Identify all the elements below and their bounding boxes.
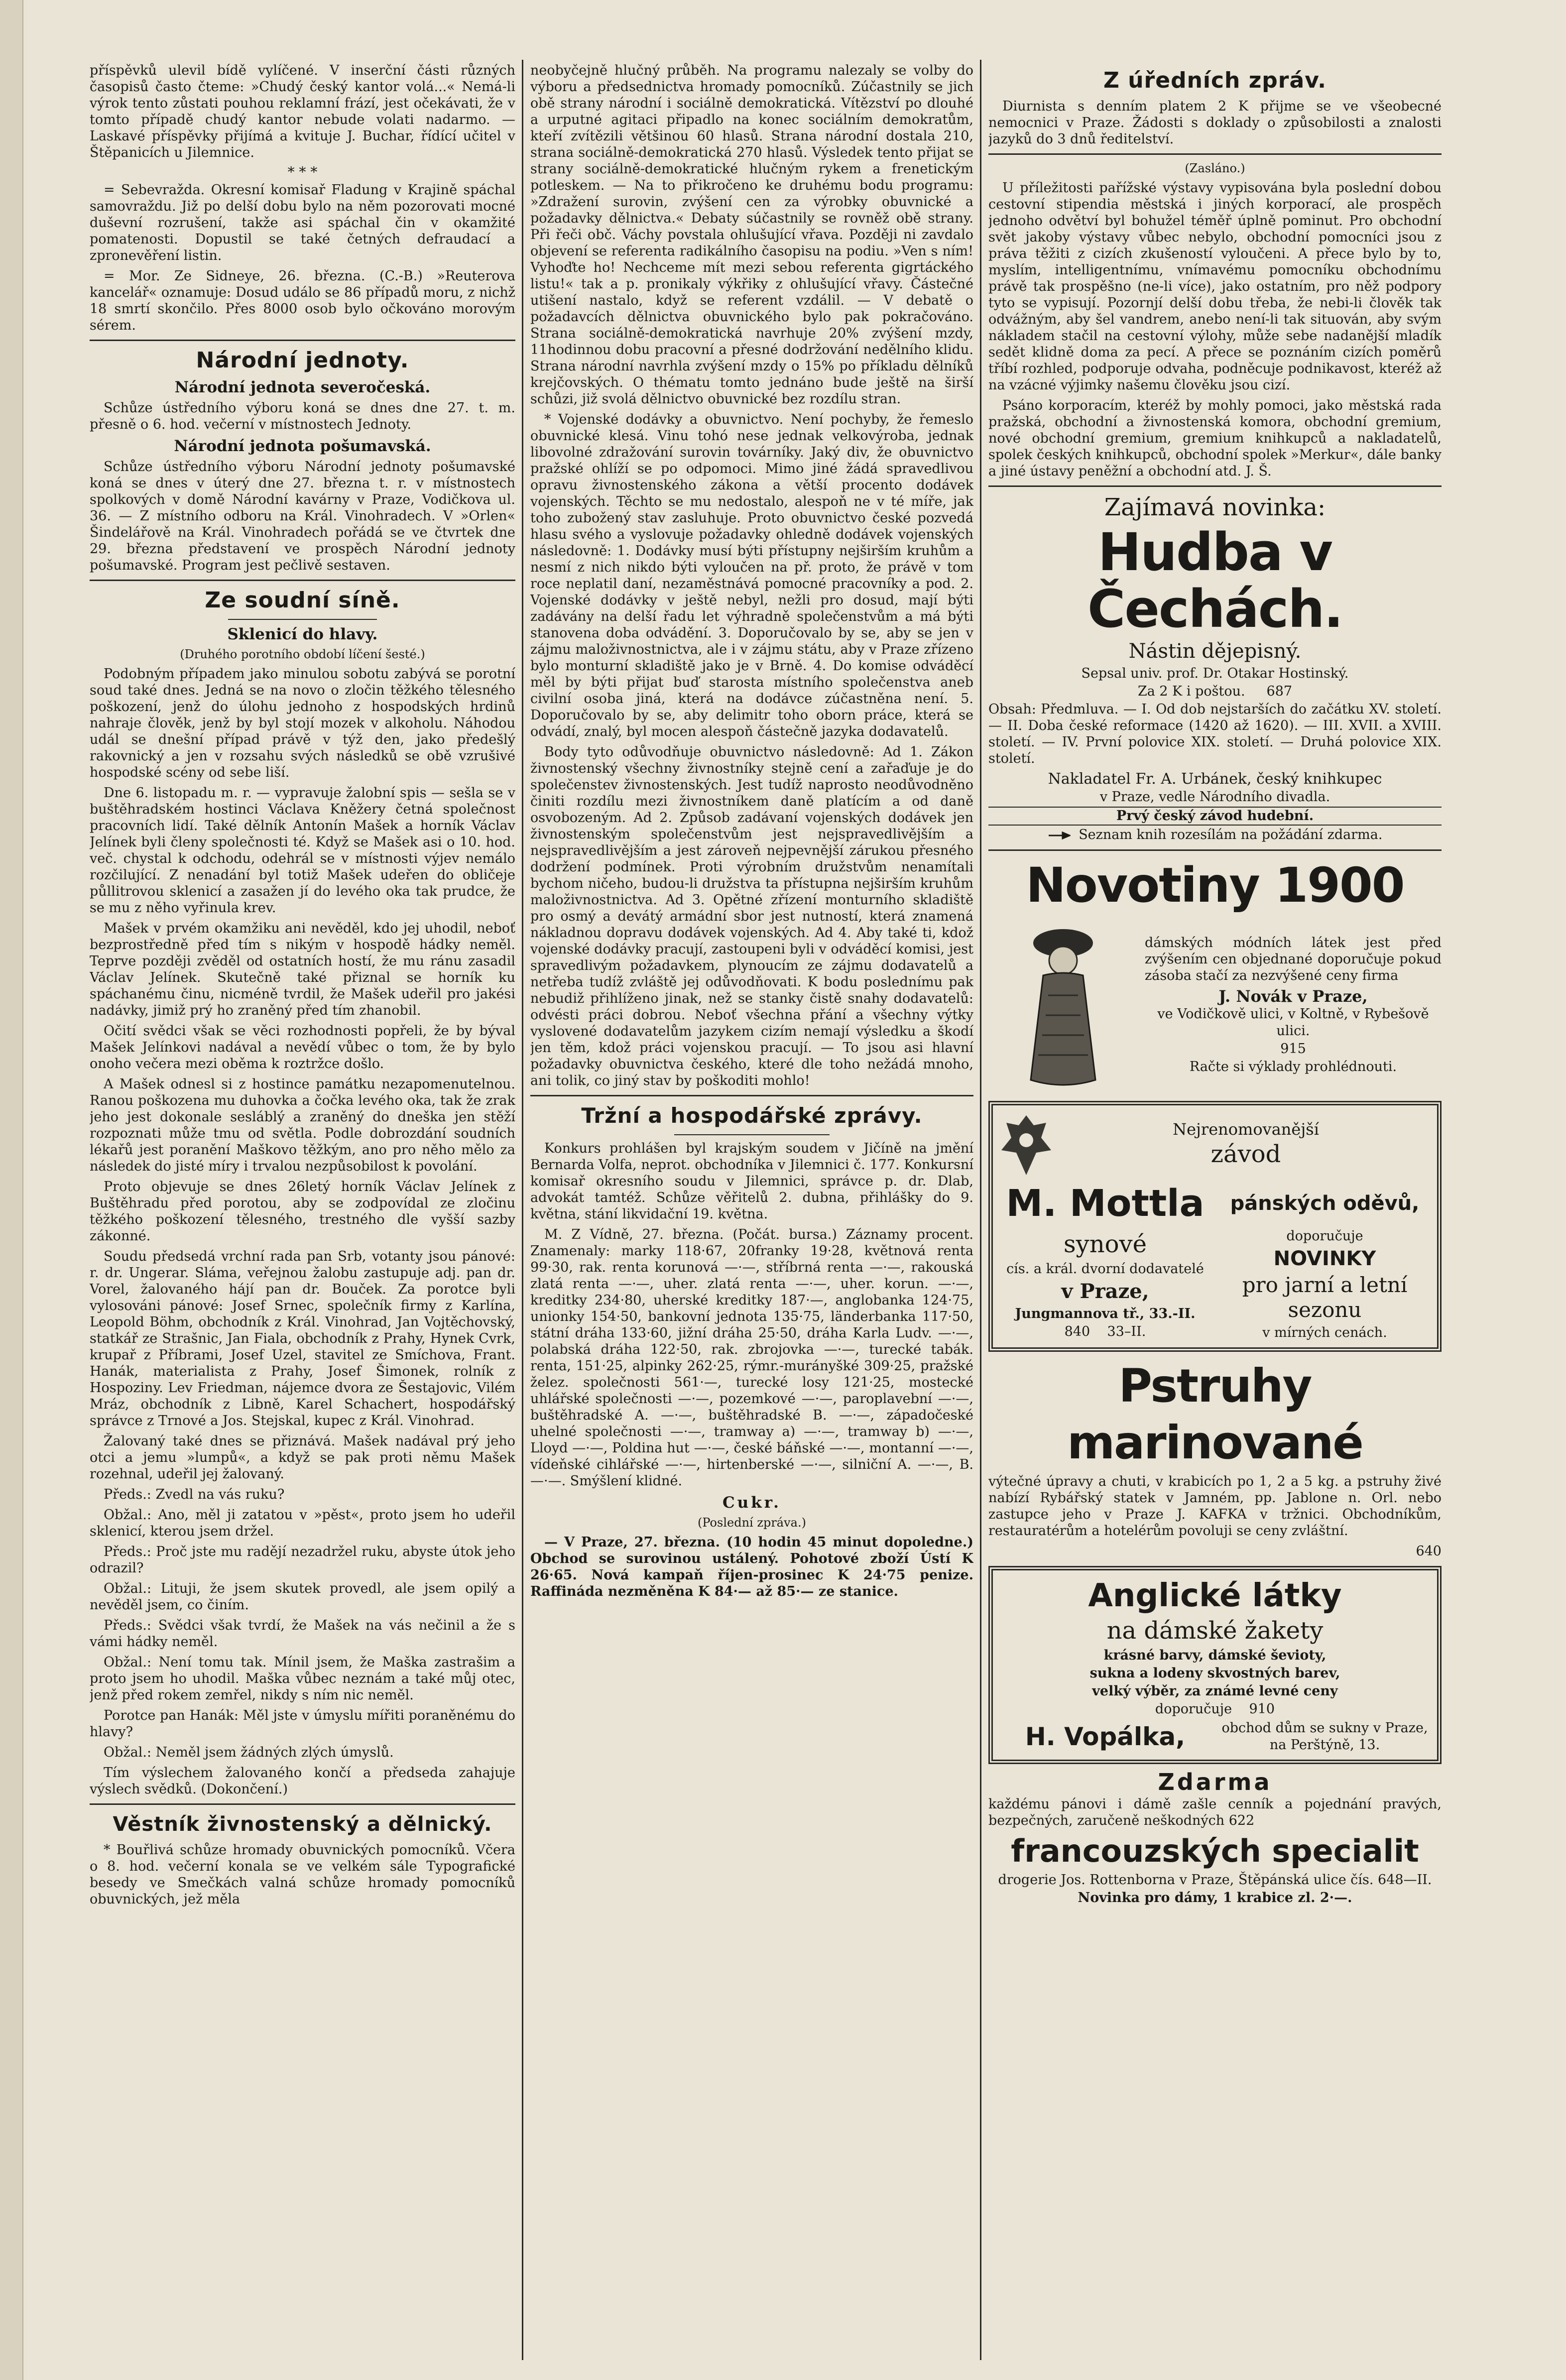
section-heading-market: Tržní a hospodářské zprávy. bbox=[581, 1103, 923, 1128]
paragraph: Mašek v prvém okamžiku ani nevěděl, kdo jej uhodil, neboť bezprostředně před tím s nikým v hospodě hádky neměl. Teprve později zvěděl od ostatních hostí, že mu ránu zasadil Václav Jelínek. Skutečně také přiznal se horník ku spáchanému činu, nicméně tvrdil, že Mašek udeřil pro jakési nadávky, jimiž prý ho zraněný před tím zhanobil. bbox=[90, 921, 515, 1018]
ad-note: Račte si výklady prohlédnouti. bbox=[1189, 1059, 1397, 1074]
ad-top: Nejrenomovanější bbox=[1173, 1120, 1319, 1139]
ad-title: Hudba v Čechách. bbox=[1087, 522, 1342, 639]
ad-prices: v mírných cenách. bbox=[1262, 1325, 1387, 1340]
ad-catalog: Seznam knih rozesílám na požádání zdarma. bbox=[988, 827, 1442, 843]
paragraph: příspěvků ulevil bídě vylíčené. V inserční části různých časopisů často čteme: »Chudý český kantor volá...« Nemá-li výrok tento zůstati pouhou reklamní frází, jest očekávati, že v tomto případě chudý kantor nebude volati nadarmo. — Laskavé příspěvky přijímá a kvituje J. Buchar, řídící učitel v Štěpanicích u Jilemnice. bbox=[90, 63, 515, 160]
paragraph: Konkurs prohlášen byl krajským soudem v Jičíně na jmění Bernarda Volfa, neprot. obchodníka v Jilemnici č. 177. Konkursní komisař okresního soudu v Jilemnici, správce p. dr. Dlab, advokát tamtéž. Schůze věřitelů 2. dubna, přihlášky do 9. května, stání likvidační 19. května. bbox=[530, 1141, 973, 1222]
dialogue-line: Obžal.: Ano, měl ji zatatou v »pěst«, proto jsem ho udeřil sklenicí, kterou jsem držel. bbox=[90, 1507, 515, 1539]
ad-goods: pánských oděvů, bbox=[1230, 1192, 1420, 1215]
ad-title: Novotiny 1900 bbox=[1026, 857, 1404, 913]
lady-figure-illustration bbox=[988, 916, 1138, 1095]
paragraph: Schůze ústředního výboru koná se dnes dne 27. t. m. přesně o 6. hod. večerní v místnostech Jednoty. bbox=[90, 400, 515, 432]
paragraph: U příležitosti pařížské výstavy vypisována byla poslední dobou cestovní stipendia městská i jiných korporací, ale prospěch jednoho odvětví byl bohužel téměř úplně pominut. Pro obchodní svět jakoby výstavy vůbec nebylo, obchodní pomocníci jsou z práva těžiti z cizích zkušeností vyloučeni. A přece bylo by to, myslím, intelligentnímu, vnímavému pomocníku obchodnímu právě tak prospěšno (ne-li více), jako ostatním, pro něž podpory tyto se vypisují. Pozornjí delší dobu třeba, že nebi-li člověk tak odvážným, aby šel vandrem, anebo není-li tak situován, aby svým nákladem stačil na cestovní výlohy, může sebe nadanější mladík sedět klidně doma za pecí. A přece se poznáním cizích poměrů tříbí rozhled, podporuje odvaha, podněcuje podnikavost, kteréž až na vzácné výjimky našemu člověku jsou cizí. bbox=[988, 180, 1442, 393]
ad-number: 915 bbox=[1280, 1041, 1306, 1057]
ad-factory: Prvý český závod hudební. bbox=[988, 807, 1442, 826]
paragraph: neobyčejně hlučný průběh. Na programu nalezaly se volby do výboru a předsednictva hromady pomocníků. Zúčastnily se jich obě strany národní i sociálně demokratická. Vítězství po dlouhé a urputné agitaci připadlo na konec sociálním demokratům, kteří zvítězili většinou 60 hlasů. Strana národní dostala 210, strana sociálně-demokratická 270 hlasů. Výsledek tento přijat se strany sociálně-demokratické hlučným rykem a frenetickým potleskem. — Na to přikročeno ke druhému bodu programu: »Zdražení surovin, zvýšení cen za výrobky obuvnické a požadavky dělnictva.« Debaty súčastnily se rovněž obě strany. Při řeči obč. Váchy povstala ohlušující vřava. Později ni zavdalo objevení se referenta radikálního časopisu na podiu. »Ven s ním! Vyhoďte ho! Nechceme mít mezi sebou referenta gigrtáckého listu!« tak a p. pronikaly výkřiky z ohlušující vřavy. Částečné utišení nastalo, když se referent vzdálil. — V debatě o požadavcích dělnictva obuvnického bylo pak pokračováno. Strana sociálně-demokratická navrhuje 20% zvýšení mzdy, 11hodinnou dobu pracovní a přesné dodržování nedělního klidu. Strana národní navrhla zvýšení mzdy o 15% po příkladu dělníků krejčovských. O thématu tomto jednáno bude ještě na širší schůzi, již svolá dělnictvo obuvnické bez rozdílu stran. bbox=[530, 63, 973, 407]
column-rule-2 bbox=[980, 60, 981, 2360]
ad-anglicke-latky bbox=[988, 1566, 1442, 1764]
ad-name: H. Vopálka, bbox=[1025, 1722, 1186, 1751]
ad-address: Jungmannova tř., 33.-II. bbox=[1015, 1306, 1196, 1321]
ad-shop: drogerie Jos. Rottenborna v Praze, Štěpánská ulice čís. 648—II. bbox=[998, 1872, 1432, 1888]
binding-margin bbox=[0, 0, 23, 2380]
paragraph: A Mašek odnesl si z hostince památku nezapomenutelnou. Ranou poškozena mu duhovka a čočka levého oka, tak že zrak jeho jest dokonale sesláblý a zraněný do dneška jen stěží rozpoznati může tmu od světla. Podle dobrozdání soudních lékařů jest poranění Maškovo těžkým, ano pro něho mělo za následek do jisté míry i trvalou nezpůsobilost k povolání. bbox=[90, 1076, 515, 1174]
paragraph-stocks: M. Z Vídně, 27. března. (Počát. bursa.) Záznamy procent. Znamenaly: marky 118·67, 20franky 19·28, květnová renta 99·30, rak. renta korunová —·—, stříbrná renta —·—, rakouská zlatá renta —·—, uher. zlatá renta —·—, uher. korun. —·—, kreditky 234·80, uherské kreditky 187·—, anglobanka 124·75, unionky 154·50, bankovní jednota 135·75, länderbanka 117·50, státní dráha 133·60, jižní dráha 25·50, dráha Karla Ludv. —·—, polabská dráha 122·50, rak. zbrojovka —·—, turecké tabák. renta, 151·25, alpinky 262·25, rýmr.-murányšké 309·25, pražské želez. společnosti 561·—, turecké losy 121·25, mostecké uhlářské společnosti —·—, pozemkové —·—, paroplavební —·—, buštěhradské A. —·—, buštěhradské B. —·—, západočeské uhelné společnosti —·—, tramway a) —·—, tramway b) —·—, Lloyd —·—, Poldina hut —·—, české báňské —·—, montanní —·—, vídeňské cihlářské —·—, hirtenberské —·—, silniční A. —·—, B. —·—. Smýšlení klidné. bbox=[530, 1227, 973, 1489]
pointing-hand-icon bbox=[1048, 830, 1071, 841]
label-zaslano: (Zasláno.) bbox=[1185, 161, 1245, 175]
ad-big: francouzských specialit bbox=[1011, 1833, 1419, 1869]
ad-description: dámských módních látek jest před zvýšením cen objednané doporučuje pokud zásoba stačí za nezvýšené ceny firma bbox=[1145, 935, 1442, 983]
ad-numbers: 840 33–II. bbox=[1064, 1324, 1146, 1339]
separator-stars: * * * bbox=[287, 164, 318, 180]
ad-address: obchod dům se sukny v Praze, na Perštýně, 13. bbox=[1221, 1720, 1428, 1753]
ad-price: Za 2 K i poštou. 687 bbox=[1137, 684, 1293, 699]
ad-supplier: cís. a král. dvorní dodavatelé bbox=[1006, 1261, 1204, 1277]
short-rule bbox=[674, 1134, 830, 1135]
paragraph-sugar: — V Praze, 27. března. (10 hodin 45 minut dopoledne.) Obchod se surovinou ustálený. Pohotové zboží Ústí K 26·65. Nová kampaň říjen-prosinec K 24·75 penize. Raffináda nezměněna K 84·— až 85·— ze stanice. bbox=[530, 1535, 973, 1599]
section-rule bbox=[988, 485, 1442, 487]
news-item-suicide: = Sebevražda. Okresní komisař Fladung v Krajině spáchal samovraždu. Již po delší dobu bylo na něm pozorovati mocné duševní rozrušení, takže asi spáchal čin v okamžité pomatenosti. Dopustil se také četných defraudací a zpronevěření listin. bbox=[90, 182, 515, 263]
column-rule-1 bbox=[522, 60, 523, 2360]
ad-novinka: Novinka pro dámy, 1 krabice zl. 2·—. bbox=[1078, 1890, 1352, 1905]
section-heading-court: Ze soudní síně. bbox=[205, 588, 400, 613]
ad-contents: Obsah: Předmluva. — I. Od dob nejstarších do začátku XV. století. — II. Doba české reformace (1420 až 1620). — III. XVII. a XVIII. století. — IV. První polovice XIX. století. — Druhá polovice XIX. století. bbox=[988, 702, 1442, 766]
ad-synove: synové bbox=[1063, 1230, 1147, 1258]
dialogue-line: Předs.: Svědci však tvrdí, že Mašek na vás nečinil a že s vámi hádky neměl. bbox=[90, 1618, 515, 1650]
short-rule bbox=[228, 619, 377, 620]
ad-novotiny bbox=[988, 857, 1442, 1095]
section-heading-office: Z úředních zpráv. bbox=[1103, 68, 1327, 93]
ad-publisher-location: v Praze, vedle Národního divadla. bbox=[1099, 789, 1330, 805]
paragraph: Tím výslechem žalovaného končí a předseda zahajuje výslech svědků. (Dokončení.) bbox=[90, 1765, 515, 1797]
news-item-plague: = Mor. Ze Sidneye, 26. března. (C.-B.) »Reuterova kancelář« oznamuje: Dosud událo se 86 případů moru, z nichž 18 smrtí skončilo. Přes 8000 osob bylo očkováno morovým sérem. bbox=[90, 268, 515, 333]
paragraph: Diurnista s denním platem 2 K přijme se ve všeobecné nemocnici v Praze. Žádosti s doklady o způsobilosti a znalosti jazyků do 3 dnů ředitelství. bbox=[988, 99, 1442, 147]
section-heading-vestnik: Věstník živnostenský a dělnický. bbox=[113, 1813, 492, 1836]
section-rule bbox=[90, 340, 515, 341]
dialogue-line: Obžal.: Lituji, že jsem skutek provedl, ale jsem opilý a nevěděl jsem, co činím. bbox=[90, 1581, 515, 1613]
subheading-severoceska: Národní jednota severočeská. bbox=[174, 378, 431, 396]
paragraph: Očití svědci však se věci rozhodnosti popřeli, že by býval Mašek Jelínkovi nadával a nevědí vůbec o tom, že by bylo onoho večera mezi oběma k roztržce došlo. bbox=[90, 1023, 515, 1071]
ad-subtitle: na dámské žakety bbox=[1106, 1617, 1324, 1645]
section-rule bbox=[988, 849, 1442, 851]
ad-subtitle: Nástin dějepisný. bbox=[1128, 640, 1302, 663]
ad-recommends: doporučuje 910 bbox=[1155, 1701, 1275, 1717]
ad-line: velký výběr, za známé levné ceny bbox=[1092, 1683, 1338, 1699]
ad-line: sukna a lodeny skvostných barev, bbox=[1089, 1666, 1340, 1681]
ad-title: Pstruhy marinované bbox=[1067, 1359, 1363, 1469]
paragraph: * Bouřlivá schůze hromady obuvnických pomocníků. Včera o 8. hod. večerní konala se ve velkém sále Typografické besedy ve Smečkách valná schůze hromady pomocníků obuvnických, jež měla bbox=[90, 1842, 515, 1907]
ad-pstruhy bbox=[988, 1358, 1442, 1560]
ad-name: M. Mottla bbox=[1006, 1182, 1205, 1225]
ad-number: 640 bbox=[1416, 1544, 1442, 1559]
dialogue-line: Obžal.: Neměl jsem žádných zlých úmyslů. bbox=[104, 1745, 394, 1760]
section-rule bbox=[90, 1803, 515, 1805]
ad-title: Zdarma bbox=[1158, 1769, 1272, 1795]
ad-text: výtečné úpravy a chuti, v krabicích po 1, 2 a 5 kg. a pstruhy živé nabízí Rybářský statek v Jamném, pp. Jablone n. Orl. nebo zastupce jeho v Praze J. KAFKA v tržnici. Obchodníkům, restauratérům a hotelérům povoluji se ceny zvláštní. bbox=[988, 1474, 1442, 1539]
ad-zavod: závod bbox=[1210, 1140, 1281, 1168]
paragraph: Schůze ústředního výboru Národní jednoty pošumavské koná se dnes v úterý dne 27. března t. r. v místnostech spolkových v domě Národní kavárny v Praze, Vodičkova ul. 36. — Z místního odboru na Král. Vinohradech. V »Orlen« Šindelářově na Král. Vinohradech pořádá se ve čtvrtek dne 29. března představení ve prospěch Národní jednoty pošumavské. Program jest pečlivě sestaven. bbox=[90, 459, 515, 573]
paragraph: Body tyto odůvodňuje obuvnictvo následovně: Ad 1. Zákon živnostenský všechny živnostníky stejně cení a zařaďuje je do společenstev živnostenských. Jest tudíž naprosto neodůvodněno činiti rozdílu mezi živnostníkem daně platícím a od daně osvobozeným. Ad 2. Způsob zadávaní vojenských dodávek jen živnostenským společenstvům jest nejspravedlivějším a nejspravedlivějším a jest zároveň nejpevnější zárukou přesného dodržení podmínek. Proti výrobním družstvům nenamítali bychom ničeho, budou-li družstva ta přístupna nejširším kruhům maloživnostnictva. Ad 3. Opětné zřízení monturního skladiště pro osmý a devátý armádní sbor jest nutností, která znamená nákladnou dopravu dodávek vojenských. Ad 4. Aby také ti, kdož vojenské dodávky pracují, zastoupeni byli v odváděcí komisi, jest spravedlivým požadavkem, plynoucím ze zájmu dodavatelů a netřeba tudíž zvláště jej odůvodňovati. K bodu poslednímu pak nebudiž přihlíženo jinak, než se stanky čistě snahy dodavatelů: odvésti práci dobrou. Neboť všechna přání a všechny výtky vyslovené dodavatelům jazykem cizím nemají výsledku a škodí jen těm, kdož práci vojenskou pracují. — To jsou asi hlavní požadavky obuvnictva českého, které dle toho nežádá mnoho, ani tolik, co jiný stav by poškoditi mohlo! bbox=[530, 744, 973, 1088]
dialogue-line: Předs.: Zvedl na vás ruku? bbox=[104, 1487, 285, 1502]
ad-author: Sepsal univ. prof. Dr. Otakar Hostinský. bbox=[1081, 666, 1349, 681]
ad-novinky: NOVINKY bbox=[1273, 1247, 1376, 1270]
subheading-sugar: Cukr. bbox=[723, 1494, 781, 1512]
ad-hudba bbox=[988, 493, 1442, 843]
ad-season: pro jarní a letní sezonu bbox=[1242, 1273, 1408, 1322]
paragraph: Proto objevuje se dnes 26letý horník Václav Jelínek z Buštěhradu před porotou, aby se zodpovídal ze zločinu těžkého poškození tělesného, trestného dle vyšší sazby zákonné. bbox=[90, 1179, 515, 1244]
subheading-posumavska: Národní jednota pošumavská. bbox=[174, 437, 431, 455]
section-rule bbox=[530, 1095, 973, 1096]
paragraph: Podobným případem jako minulou sobotu zabývá se porotní soud také dnes. Jedná se na novo o zločin těžkého tělesného poškození, jenž do úlohu jednoho z hospodských hrdinů nahraje člověk, jenž by byl stojí mozek v alkoholu. Náhodou udál se dnešní případ právě v týž den, jako předešlý rakovnický a jen v rozsahu svých následků se obě vzrušivé hospodské scény od sebe liší. bbox=[90, 666, 515, 780]
dialogue-line: Předs.: Proč jste mu radějí nezadržel ruku, abyste útok jeho odrazil? bbox=[90, 1544, 515, 1576]
subheading-note: (Poslední zpráva.) bbox=[698, 1516, 806, 1530]
section-heading-narodni-jednoty: Národní jednoty. bbox=[196, 348, 409, 373]
ad-firm: J. Novák v Praze, bbox=[1218, 986, 1368, 1006]
ad-number: 687 bbox=[1266, 684, 1293, 699]
ad-pretitle: Zajímavá novinka: bbox=[1104, 493, 1326, 521]
ad-zdarma bbox=[988, 1770, 1442, 1906]
ad-text: každému pánovi i dámě zašle cenník a pojednání pravých, bezpečných, zaručeně neškodných 622 bbox=[988, 1796, 1442, 1828]
ad-recommends: doporučuje bbox=[1286, 1228, 1363, 1244]
column-left bbox=[90, 62, 515, 2360]
section-rule bbox=[90, 580, 515, 581]
ad-mottl bbox=[988, 1101, 1442, 1352]
column-middle bbox=[530, 62, 973, 2360]
imperial-crest-icon bbox=[999, 1110, 1054, 1180]
article-subtitle: (Druhého porotního období líčení šesté.) bbox=[180, 647, 425, 661]
dialogue-line: Porotce pan Hanák: Měl jste v úmyslu mířiti poraněnému do hlavy? bbox=[90, 1708, 515, 1740]
article-title: Sklenicí do hlavy. bbox=[227, 625, 378, 643]
paragraph: Žalovaný také dnes se přiznává. Mašek nadával prý jeho otci a jemu »lumpů«, a když se pak proti němu Mašek rozehnal, udeřil jej žalovaný. bbox=[90, 1433, 515, 1482]
column-right bbox=[988, 62, 1442, 2360]
paragraph: Psáno korporacím, kteréž by mohly pomoci, jako městská rada pražská, obchodní a živnostenská komora, obchodní gremium, nové obchodní gremium, gremium knihkupců a nakladatelů, spolek českých knihkupců, obchodní spolek »Merkur«, dále banky a jiné ústavy peněžní a obchodní atd. J. Š. bbox=[988, 398, 1442, 479]
ad-number: 622 bbox=[1228, 1813, 1255, 1828]
section-rule bbox=[988, 153, 1442, 155]
ad-address: ve Vodičkově ulici, v Koltně, v Rybešově ulici. bbox=[1157, 1006, 1429, 1039]
ad-publisher: Nakladatel Fr. A. Urbánek, český knihkupec bbox=[1048, 770, 1382, 788]
ad-title: Anglické látky bbox=[1088, 1577, 1342, 1614]
paragraph: Soudu předsedá vrchní rada pan Srb, votanty jsou pánové: r. dr. Ungerar. Sláma, veřejnou žalobu zastupuje adj. pan dr. Vorel, žalovaného hájí pan dr. Bouček. Za porotce byli vylosováni pánové: Josef Srnec, společník firmy z Karlína, Leopold Böhm, obchodník z Král. Vinohrad, Jan Vojtěchovský, statkář ze Strašnic, Jan Fiala, obchodník z Prahy, Hynek Cvrk, krupař z Příbrami, Josef Uzel, stavitel ze Smíchova, Frant. Hanák, materialista z Prahy, Josef Šimonek, rolník z Hospoziny. Lev Friedman, nájemce dvora ze Šestajovic, Vilém Mráz, obchodník z Libně, Karel Schachert, hospodářský správce z Trnové a Jos. Stejskal, kupec z Král. Vinohrad. bbox=[90, 1249, 515, 1428]
ad-city: v Praze, bbox=[1061, 1280, 1149, 1303]
paragraph: * Vojenské dodávky a obuvnictvo. Není pochyby, že řemeslo obuvnické klesá. Vinu tohó nese jednak velkovýroba, jednak libovolné zdražování surovin továrníky. Jaký div, že obuvnictvo pražské ohlíží se po odpomoci. Mimo jiné žádá spravedlivou opravu živnostenského zákona a větší procento dodávek vojenských. Těchto se mu nedostalo, alespoň ne v té míře, jak toho zubožený stav zasluhuje. Proto obuvnictvo české pozvedá hlasu svého a vyslovuje požadavky ohledně dodávek vojenských následovně: 1. Dodávky musí býti přístupny nejširším kruhům a nesmí z nich nikdo býti vyloučen na př. proto, že právě v tom roce neplatil daní, nezaměstnává pomocné pracovníky a pod. 2. Vojenské dodávky v ještě nebyl, nežli pro dosud, mají býti zadávány na delší řadu let výhradně společenstvům a má býti stanovena doba odvádění. 3. Doporučovalo by se, aby se jen v zájmu maloživnostnictva, ale i v zájmu státu, aby v Praze zřízeno bylo monturní skladiště jako je v Brně. 4. Do komise odváděcí měl by býti přijat buď starosta místního společenstva aneb civilní osoba jiná, která na dodávce zúčastněna není. 5. Doporučovalo by se, aby delimitr toho oborn práce, která se odvádí, znalý, byl mocen alespoň částečně jazyka dodavatelů. bbox=[530, 412, 973, 739]
ad-line: krásné barvy, dámské ševioty, bbox=[1103, 1648, 1326, 1663]
dialogue-line: Obžal.: Není tomu tak. Mínil jsem, že Maška zastrašim a proto jsem ho uhodil. Maška vůbec neznám a také můj otec, jenž před rokem zemřel, nikdy s ním nic neměl. bbox=[90, 1655, 515, 1703]
paragraph: Dne 6. listopadu m. r. — vypravuje žalobní spis — sešla se v buštěhradském hostinci Václava Kněžery četná společnost pracovních lidí. Také dělník Antonín Mašek a horník Václav Jelínek byli členy společnosti té. Když se Mašek asi o 10. hod. več. chystal k odchodu, odehrál se v místnosti výjev nemálo rozčilující. Z nenadání byl totiž Mašek udeřen do obličeje půllitrovou sklenicí a zasažen jí do levého oka tak prudce, že se mu z něho vyřinula krev. bbox=[90, 785, 515, 916]
